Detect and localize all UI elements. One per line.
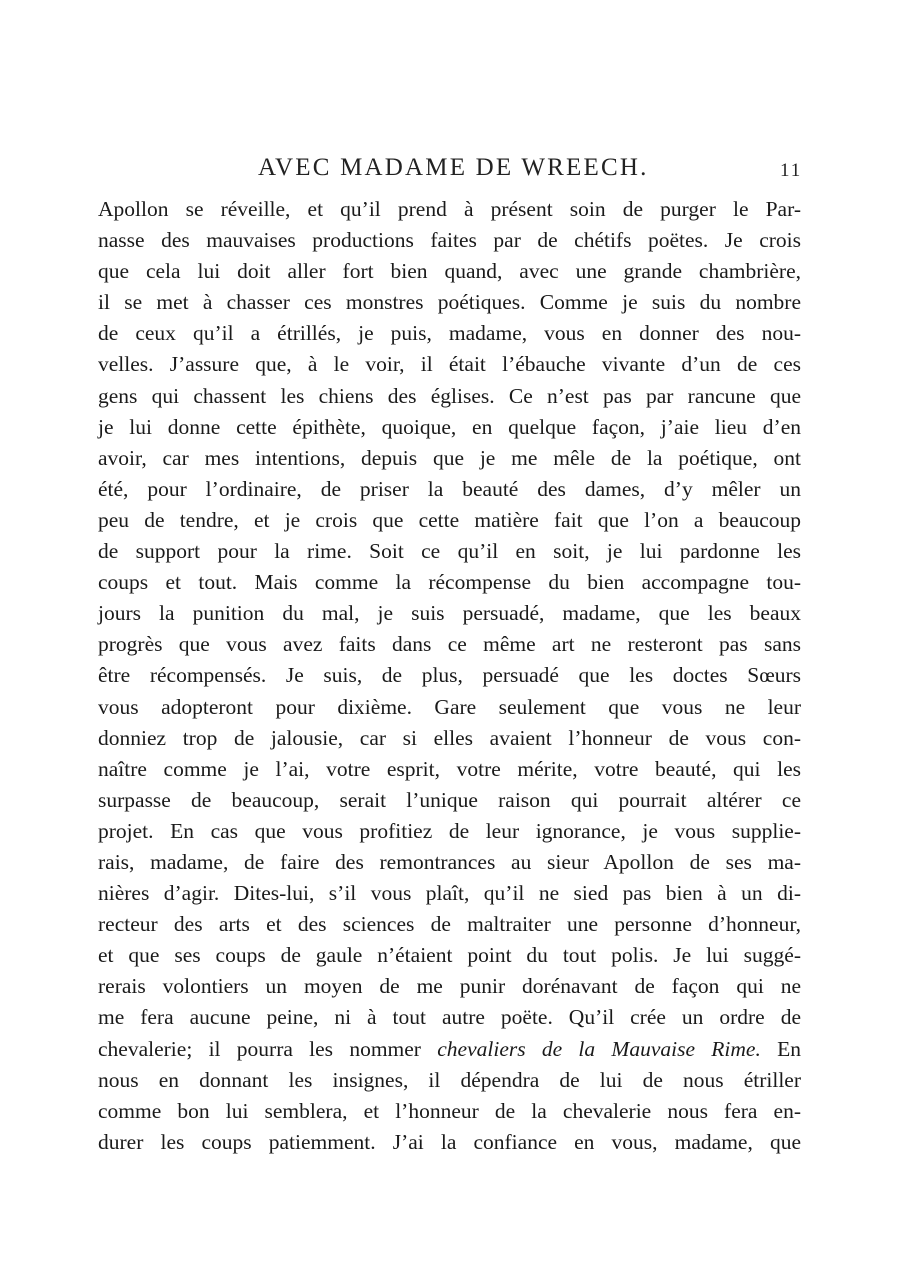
text-line: velles. J’assure que, à le voir, il était l’ébauche vivante d’un de ces	[98, 352, 801, 377]
text-line: comme bon lui semblera, et l’honneur de la chevalerie nous fera en-	[98, 1098, 801, 1123]
text-line: me fera aucune peine, ni à tout autre poëte. Qu’il crée un ordre de	[98, 1005, 801, 1030]
text-line: progrès que vous avez faits dans ce même art ne resteront pas sans	[98, 632, 801, 657]
text-line: rais, madame, de faire des remontrances au sieur Apollon de ses ma-	[98, 849, 801, 874]
text-line: jours la punition du mal, je suis persuadé, madame, que les beaux	[98, 601, 801, 626]
italic-title: chevaliers de la Mauvaise Rime.	[437, 1036, 761, 1061]
text-line: surpasse de beaucoup, serait l’unique raison qui pourrait altérer ce	[98, 787, 801, 812]
line-text-before-italic: chevalerie; il pourra les nommer	[98, 1036, 438, 1061]
text-line: été, pour l’ordinaire, de priser la beauté des dames, d’y mêler un	[98, 476, 801, 501]
running-head	[0, 150, 900, 190]
text-line: Apollon se réveille, et qu’il prend à présent soin de purger le Par-	[98, 197, 801, 221]
text-line: rerais volontiers un moyen de me punir dorénavant de façon qui ne	[98, 974, 801, 999]
text-line: et que ses coups de gaule n’étaient point du tout polis. Je lui suggé-	[98, 943, 801, 968]
text-line: être récompensés. Je suis, de plus, persuadé que les doctes Sœurs	[98, 663, 801, 688]
text-line: donniez trop de jalousie, car si elles avaient l’honneur de vous con-	[98, 725, 801, 750]
text-line: peu de tendre, et je crois que cette matière fait que l’on a beaucoup	[98, 507, 801, 532]
text-line: projet. En cas que vous profitiez de leur ignorance, je vous supplie-	[98, 818, 801, 843]
text-line: nasse des mauvaises productions faites par de chétifs poëtes. Je crois	[98, 228, 801, 253]
text-line: que cela lui doit aller fort bien quand, avec une grande chambrière,	[98, 259, 801, 284]
text-line: je lui donne cette épithète, quoique, en quelque façon, j’aie lieu d’en	[98, 414, 801, 439]
line-text-after-italic: En	[760, 1036, 801, 1061]
running-head-title: AVEC MADAME DE WREECH.	[258, 154, 649, 181]
text-line: recteur des arts et des sciences de maltraiter une personne d’honneur,	[98, 912, 801, 937]
text-line: durer les coups patiemment. J’ai la confiance en vous, madame, que	[98, 1129, 801, 1154]
text-line: il se met à chasser ces monstres poétiques. Comme je suis du nombre	[98, 290, 801, 315]
text-line: coups et tout. Mais comme la récompense du bien accompagne tou-	[98, 570, 801, 595]
text-line: de support pour la rime. Soit ce qu’il en soit, je lui pardonne les	[98, 539, 801, 564]
text-line: naître comme je l’ai, votre esprit, votre mérite, votre beauté, qui les	[98, 756, 801, 781]
body-text	[98, 194, 801, 1158]
text-line: vous adopteront pour dixième. Gare seulement que vous ne leur	[98, 694, 801, 719]
text-line-with-italic	[98, 1034, 801, 1065]
page-number: 11	[780, 160, 803, 181]
text-line: gens qui chassent les chiens des églises. Ce n’est pas par rancune que	[98, 383, 801, 408]
text-line: nous en donnant les insignes, il dépendra de lui de nous étriller	[98, 1067, 801, 1092]
text-line: avoir, car mes intentions, depuis que je me mêle de la poétique, ont	[98, 445, 801, 470]
text-line: nières d’agir. Dites-lui, s’il vous plaît, qu’il ne sied pas bien à un di-	[98, 881, 801, 906]
text-line: de ceux qu’il a étrillés, je puis, madame, vous en donner des nou-	[98, 321, 801, 346]
